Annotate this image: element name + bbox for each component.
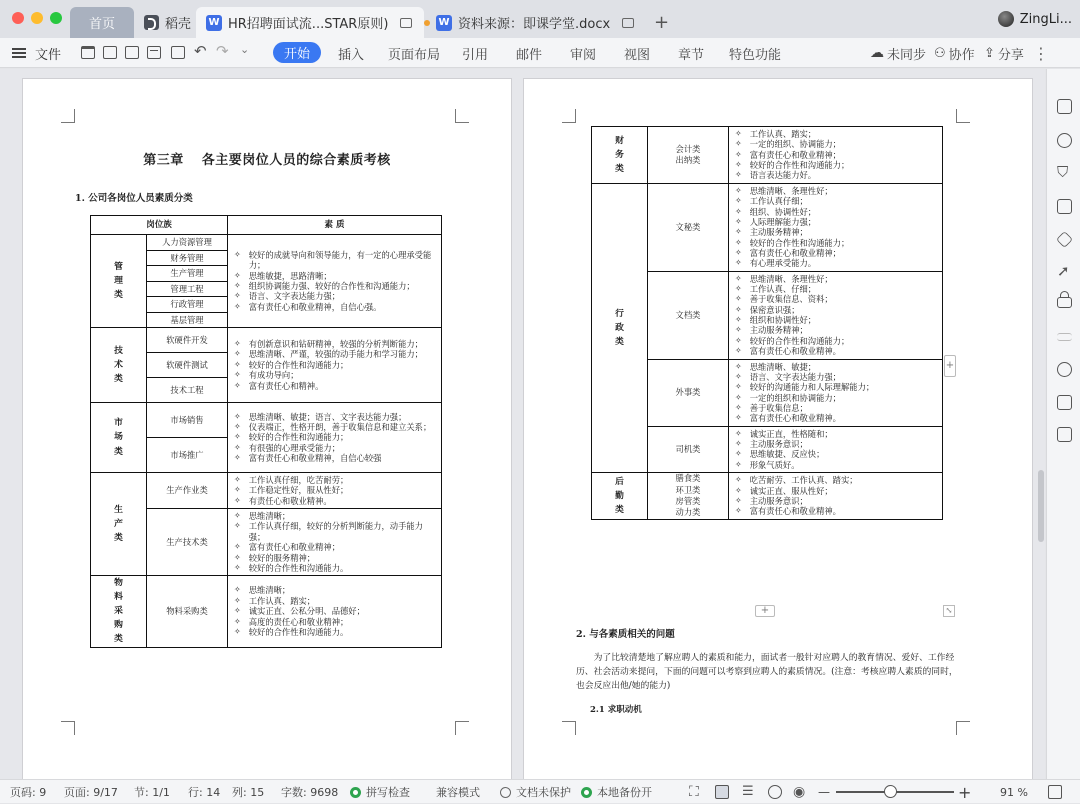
sync-button[interactable] [870,38,926,68]
section-heading: 2. 与各素质相关的问题 [576,629,675,640]
share-label: 分享 [997,47,1024,63]
ribbon-toolbar [0,38,1080,68]
spell-check-label: 拼写检查 [366,786,410,799]
file-menu[interactable]: 文件 [35,47,62,63]
right-tool-sidebar [1046,69,1080,779]
more-quick-actions-icon[interactable]: ⌄ [240,43,250,56]
section-heading: 1. 公司各岗位人员素质分类 [75,193,193,204]
undo-icon[interactable]: ↶ [194,42,207,60]
document-workspace[interactable] [0,69,1045,779]
post-cell: 管理工程 [147,281,228,297]
category-cell: 生 产 类 [91,473,147,576]
status-section: 节: 1/1 [134,786,170,799]
fit-page-icon[interactable] [1048,785,1062,799]
qualities-cell: ✧ 诚实正直，性格随和； ✧ 主动服务意识； ✧ 思维敏捷、反应快； ✧ 形象气质好。 [729,426,943,472]
window-icon[interactable] [400,18,412,28]
status-column: 列: 15 [232,786,265,799]
qualities-cell: ✧ 有创新意识和钻研精神，较强的分析判断能力； ✧ 思维清晰、严谨，较强的动手能力和学习能力； ✧ 较好的合作性和沟通能力； ✧ 有成功导向； ✧ 富有责任心和精神。 [228,328,442,403]
post-cell: 人力资源管理 [147,235,228,251]
export-pdf-icon[interactable] [125,46,139,59]
open-folder-icon[interactable] [81,46,95,59]
unprotected-icon [500,787,511,798]
translate-icon[interactable]: ⛉ [1057,163,1069,181]
post-cell: 文秘类 [648,183,729,271]
crop-mark [455,721,469,735]
close-window-button[interactable] [12,12,24,24]
tab-second-document-label: 资料来源：即课学堂.docx [458,17,611,32]
window-controls [12,12,62,24]
select-cursor-icon[interactable]: ➚ [1057,262,1070,280]
category-cell: 技 术 类 [91,328,147,403]
post-cell: 膳食类 环卫类 房管类 动力类 [648,473,729,519]
category-cell: 市 场 类 [91,403,147,473]
print-icon[interactable] [147,46,161,59]
lock-icon[interactable] [1057,297,1072,308]
zoom-level[interactable]: 91 % [1000,785,1028,799]
chapter-title: 各主要岗位人员的综合素质考核 [201,153,391,168]
word-doc-icon: W [206,15,222,31]
vertical-scrollbar[interactable] [1038,470,1044,542]
outline-view-icon[interactable]: ☰ [742,784,754,799]
tab-active-document-label: HR招聘面试流...STAR原则) [228,17,389,32]
plugin-icon[interactable] [1056,231,1073,248]
zoom-out-button[interactable]: — [818,785,830,799]
compat-mode-label: 兼容模式 [436,786,480,799]
user-name: ZingLi... [1019,11,1072,27]
share-icon: ⇪ [984,45,995,61]
status-word-count[interactable]: 字数: 9698 [281,786,339,799]
qualities-cell: ✧ 工作认真仔细，吃苦耐劳； ✧ 工作稳定性好，服从性好； ✧ 有责任心和敬业精神。 [228,473,442,509]
hamburger-menu-icon [12,48,26,58]
tab-mail[interactable]: 邮件 [516,47,543,63]
qualities-cell: ✧ 工作认真、踏实； ✧ 一定的组织、协调能力； ✧ 富有责任心和敬业精神； ✧ 较好的合作性和沟通能力； ✧ 语言表达能力好。 [729,127,943,184]
daoke-icon [144,15,159,30]
save-icon[interactable] [103,46,117,59]
collaborate-label: 协作 [948,47,975,63]
status-bar [0,779,1080,803]
document-protection-button[interactable] [500,780,571,804]
document-protection-label: 文档未保护 [516,786,571,799]
collaborate-button[interactable] [934,38,975,68]
post-cell: 司机类 [648,426,729,472]
status-page-number[interactable]: 页码: 9 [10,786,47,799]
page-right[interactable] [523,78,1033,783]
tab-daoke[interactable] [134,7,201,38]
print-preview-icon[interactable] [171,46,185,59]
crop-mark [562,109,576,123]
crop-mark [562,721,576,735]
tab-home[interactable] [70,7,134,38]
crop-mark [455,109,469,123]
quality-table [90,215,442,648]
add-column-button[interactable]: + [944,355,956,377]
tab-page-layout[interactable]: 页面布局 [388,47,441,63]
zoom-slider-handle[interactable] [884,785,897,798]
category-cell: 后 勤 类 [592,473,648,519]
table-resize-icon[interactable]: ⤡ [943,605,955,617]
share-button[interactable] [984,38,1024,68]
qualities-cell: ✧ 思维清晰、条理性好； ✧ 工作认真仔细； ✧ 组织、协调性好； ✧ 人际理解能力强； ✧ 主动服务精神； ✧ 较好的合作性和沟通能力； ✧ 富有责任心和敬业精神； ✧ 有心理承受能力。 [729,183,943,271]
local-backup-label: 本地备份开 [597,786,652,799]
subsection-heading: 2.1 求职动机 [590,705,642,715]
tab-second-document[interactable] [426,7,638,38]
zoom-in-button[interactable]: + [958,782,972,802]
tab-daoke-label: 稻壳 [165,17,192,32]
qualities-cell: ✧ 思维清晰； ✧ 工作认真、踏实； ✧ 诚实正直、公私分明、品德好； ✧ 高度的责任心和敬业精神； ✧ 较好的合作性和沟通能力。 [228,576,442,647]
portrait-icon[interactable] [1057,395,1072,410]
qualities-cell: ✧ 思维清晰、敏捷；语言、文字表达能力强； ✧ 仪表端正，性格开朗，善于收集信息和建立关系； ✧ 较好的合作性和沟通能力； ✧ 有很强的心理承受能力； ✧ 富有责任心和敬业精神，自信心较强 [228,403,442,473]
category-cell: 管 理 类 [91,235,147,328]
word-doc-icon: W [436,15,452,31]
edit-icon[interactable] [1057,199,1072,214]
sync-label: 未同步 [887,47,927,63]
window-icon[interactable] [622,18,634,28]
crop-mark [61,721,75,735]
table-header-group: 岗位族 [91,216,228,235]
post-cell: 会计类 出纳类 [648,127,729,184]
post-cell: 市场销售 [147,403,228,438]
redo-icon[interactable]: ↷ [216,42,229,60]
post-cell: 行政管理 [147,297,228,313]
avatar [998,11,1014,27]
history-icon[interactable] [1057,362,1072,377]
post-cell: 市场推广 [147,438,228,473]
title-tab-bar [0,0,1080,38]
chapter-heading [23,149,511,168]
adjust-icon[interactable] [1057,333,1072,341]
tab-sections[interactable]: 章节 [678,47,705,63]
post-cell: 外事类 [648,359,729,426]
qualities-cell: ✧ 思维清晰； ✧ 工作认真仔细，较好的分析判断能力，动手能力强； ✧ 富有责任心和敬业精神； ✧ 较好的服务精神； ✧ 较好的合作性和沟通能力。 [228,509,442,576]
more-menu-icon[interactable]: ⋮ [1033,43,1049,63]
page-left[interactable] [22,78,512,783]
backup-icon [581,787,592,798]
category-cell: 行 政 类 [592,183,648,472]
post-cell: 基层管理 [147,312,228,328]
cloud-icon: ☁ [870,45,884,61]
collaborate-icon: ⚇ [934,45,946,61]
post-cell: 生产管理 [147,266,228,282]
eye-protection-icon[interactable]: ◉ [793,784,806,800]
post-cell: 生产作业类 [147,473,228,509]
category-cell: 财 务 类 [592,127,648,184]
tab-review[interactable]: 审阅 [570,47,597,63]
tab-references[interactable]: 引用 [462,47,489,63]
user-account[interactable] [998,11,1072,27]
shapes-icon[interactable] [1057,133,1072,148]
tab-view[interactable]: 视图 [624,47,651,63]
status-row: 行: 14 [188,786,221,799]
qualities-cell: ✧ 思维清晰、敏捷； ✧ 语言、文字表达能力强； ✧ 较好的沟通能力和人际理解能力； ✧ 一定的组织和协调能力； ✧ 善于收集信息； ✧ 富有责任心和敬业精神。 [729,359,943,426]
crop-mark [61,109,75,123]
local-backup-button[interactable] [581,780,652,804]
post-cell: 软硬件测试 [147,353,228,378]
post-cell: 财务管理 [147,250,228,266]
chapter-number: 第三章 [143,153,184,168]
qualities-cell: ✧ 思维清晰、条理性好； ✧ 工作认真、仔细； ✧ 善于收集信息、资料； ✧ 保密意识强； ✧ 组织和协调性好； ✧ 主动服务精神； ✧ 较好的合作性和沟通能力； ✧ 富有责任心和敬业精神。 [729,271,943,359]
post-cell: 技术工程 [147,378,228,403]
status-pages[interactable]: 页面: 9/17 [64,786,118,799]
table-header-quality: 素 质 [228,216,442,235]
new-tab-button[interactable]: + [654,12,670,33]
menu-button[interactable] [12,38,26,68]
post-cell: 文档类 [648,271,729,359]
body-paragraph: 为了比较清楚地了解应聘人的素质和能力，面试者一般针对应聘人的教育情况、爱好、工作经历、社会活动来提问，下面的问题可以考察到应聘人的素质情况。(注意：考核应聘人素质的同时，也会反应出他/她的能力) [576,653,958,692]
spell-check-button[interactable] [350,780,410,804]
tab-home-label: 首页 [88,17,115,32]
tab-special-features[interactable]: 特色功能 [729,47,782,63]
post-cell: 生产技术类 [147,509,228,576]
post-cell: 物料采购类 [147,576,228,647]
fullscreen-icon[interactable]: ⛶ [689,784,699,800]
quality-table-continued [591,126,943,520]
tab-start[interactable]: 开始 [273,42,321,63]
add-row-button[interactable]: + [755,605,775,617]
category-cell: 物 料 采 购 类 [91,576,147,647]
qualities-cell: ✧ 较好的成就导向和领导能力，有一定的心理承受能力； ✧ 思维敏捷，思路清晰； ✧ 组织协调能力强、较好的合作性和沟通能力； ✧ 语言、文字表达能力强； ✧ 富有责任心和敬业精神，自信心强。 [228,235,442,328]
spell-check-icon [350,787,361,798]
crop-mark [956,721,970,735]
zoom-window-button[interactable] [50,12,62,24]
crop-mark [956,109,970,123]
image-icon[interactable] [1057,427,1072,442]
web-view-icon[interactable] [768,785,782,799]
style-panel-icon[interactable] [1057,99,1072,114]
minimize-window-button[interactable] [31,12,43,24]
tab-active-document[interactable] [196,7,424,38]
tab-insert[interactable]: 插入 [338,47,365,63]
qualities-cell: ✧ 吃苦耐劳、工作认真、踏实； ✧ 诚实正直、服从性好； ✧ 主动服务意识； ✧ 富有责任心和敬业精神。 [729,473,943,519]
page-view-icon[interactable] [715,785,729,799]
post-cell: 软硬件开发 [147,328,228,353]
